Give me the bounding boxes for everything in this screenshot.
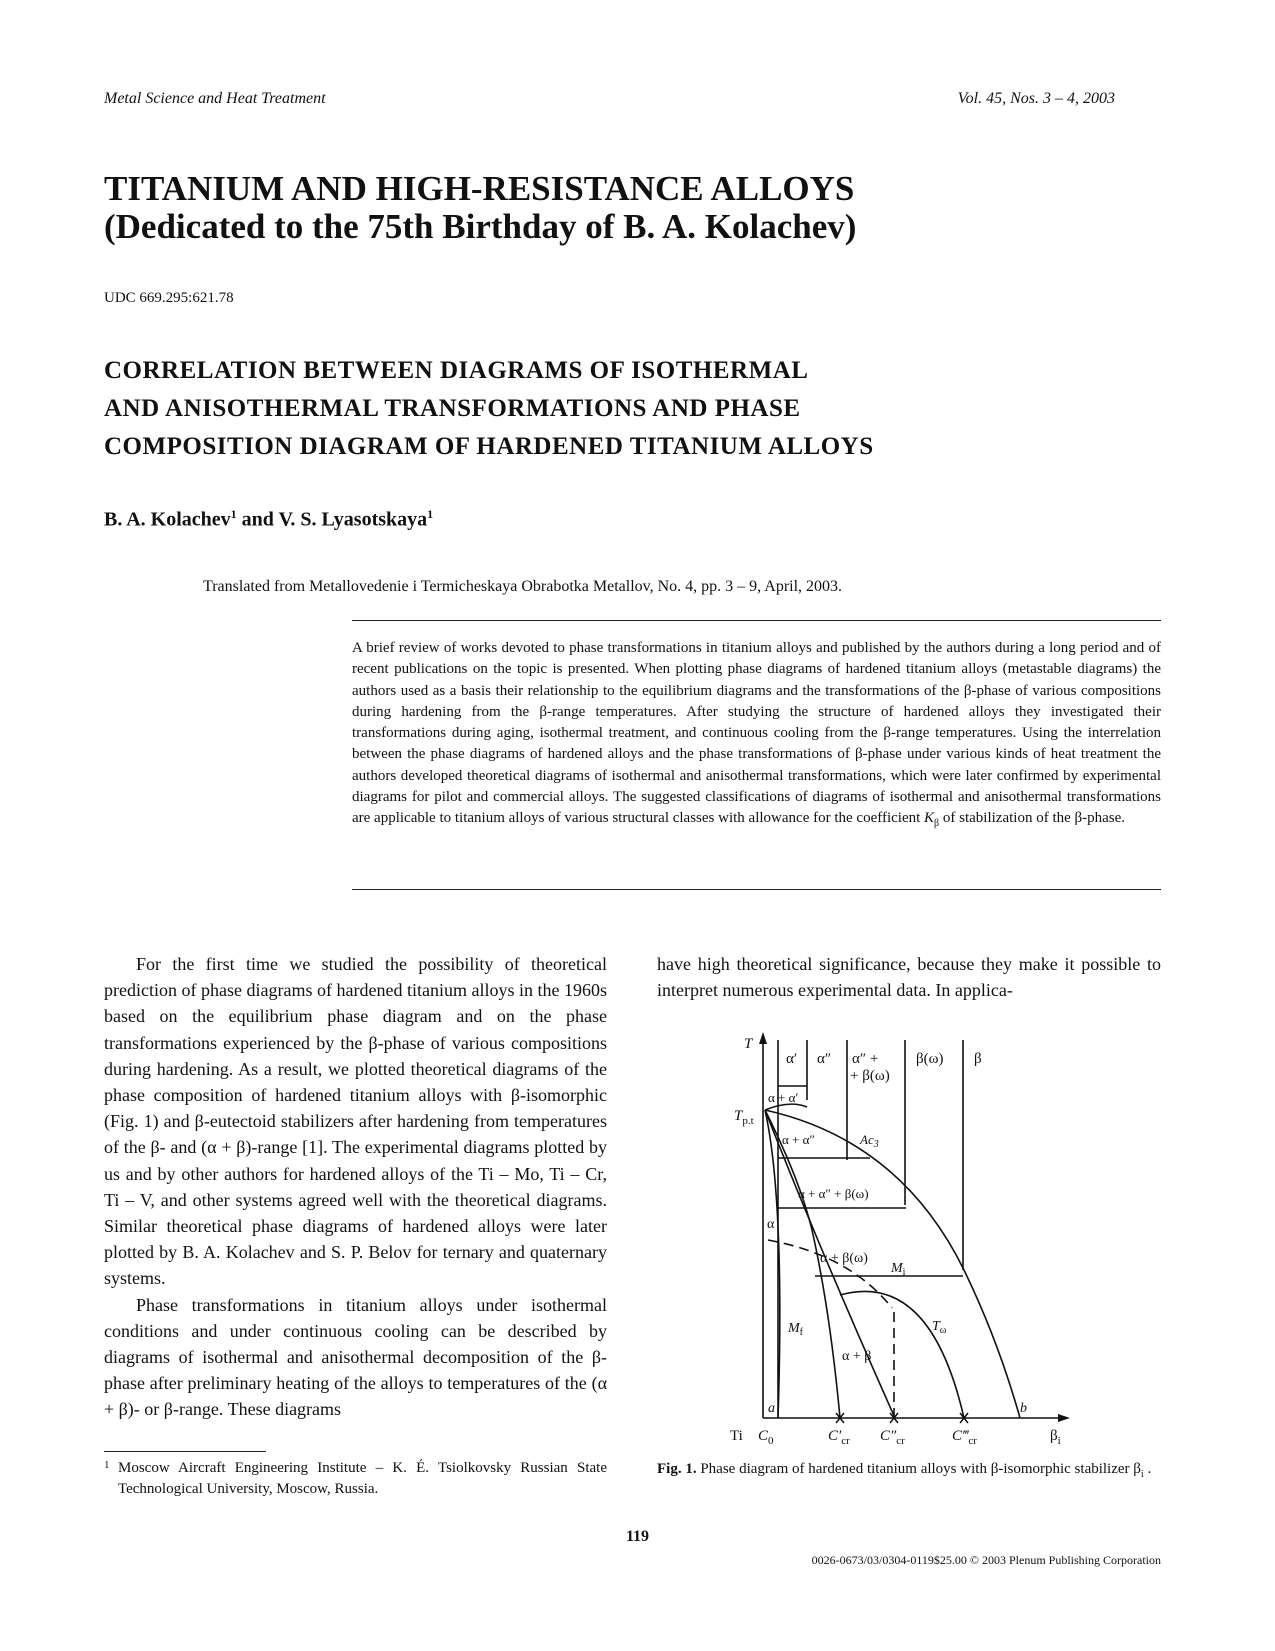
- region-label: α″ +: [852, 1051, 879, 1067]
- affiliation-mark: 1: [427, 507, 434, 521]
- point-b-label: b: [1020, 1401, 1027, 1416]
- article-title-line: CORRELATION BETWEEN DIAGRAMS OF ISOTHERMAL: [104, 357, 809, 384]
- figure-caption: [657, 1458, 1161, 1486]
- author-name: B. A. Kolachev: [104, 508, 231, 531]
- body-paragraph: For the first time we studied the possibility of theoretical prediction of phase diagrams of hardened titanium alloys in the 1960s based on the equilibrium phase diagram and on the phase transformations experienced by the β-phase of various compositions during hardening. As a result, we plotted theoretical diagrams of the phase composition of hardened titanium alloys with β-isomorphic (Fig. 1) and β-eutectoid stabilizers after hardening from temperatures of the β- and (α + β)-range [1]. The experimental diagrams plotted by us and by other authors for hardened alloys of the Ti – Mo, Ti – Cr, Ti – V, and other systems agreed well with the theoretical diagrams. Similar theoretical phase diagrams of hardened alloys were later plotted by B. A. Kolachev and S. P. Belov for ternary and quaternary systems.: [104, 954, 607, 1289]
- body-right-column: [657, 951, 1161, 1003]
- author-separator: and: [236, 508, 279, 531]
- copyright-line: 0026-0673/03/0304-0119$25.00 © 2003 Plenum Publishing Corporation: [811, 1553, 1161, 1567]
- phase-diagram: [720, 1030, 1080, 1447]
- region-label: α″: [817, 1051, 832, 1067]
- footnote-mark: 1: [104, 1459, 110, 1471]
- ccr3-label: $C‴_{cr}$: [952, 1428, 977, 1447]
- point-a-label: a: [768, 1401, 775, 1416]
- mf-label: $M_f$: [788, 1321, 804, 1338]
- footnote-text: Moscow Aircraft Engineering Institute – K. É. Tsiolkovsky Russian State Technological University, Moscow, Russia.: [118, 1460, 607, 1497]
- region-label: β: [974, 1051, 982, 1067]
- region-label: + β(ω): [850, 1068, 890, 1084]
- abstract-symbol: K: [924, 810, 935, 827]
- footnote: [104, 1458, 607, 1500]
- t-axis-label: T: [744, 1036, 753, 1052]
- article-title-line: COMPOSITION DIAGRAM OF HARDENED TITANIUM ALLOYS: [104, 433, 874, 460]
- caption-label: Fig. 1.: [657, 1461, 697, 1477]
- section-title: [104, 170, 1084, 246]
- abstract-text-end: of stabilization of the β-phase.: [939, 810, 1126, 827]
- ti-label: Ti: [730, 1428, 743, 1444]
- t-omega-label: $T_\omega$: [932, 1319, 947, 1336]
- author-name: V. S. Lyasotskaya: [278, 508, 428, 531]
- figure-1: [720, 1030, 1080, 1447]
- caption-end: .: [1143, 1461, 1152, 1477]
- abstract-text: A brief review of works devoted to phase transformations in titanium alloys and published by the authors during a long period and of recent publications on the topic is presented. When plotting phase diagrams of hardened titanium alloys (metastable diagrams) the authors used as a basis their relationship to the equilibrium diagrams and the transformations of the β-phase of various compositions during hardening from the β-range temperatures. After studying the structure of hardened alloys they investigated their transformations during aging, isothermal treatment, and continuous cooling from the β-range temperatures. Using the interrelation between the phase diagrams of hardened alloys and the phase transformations of β-phase under various kinds of heat treatment the authors developed theoretical diagrams of isothermal and anisothermal transformations, which were later confirmed by experimental diagrams for pilot and commercial alloys. The suggested classifications of diagrams of isothermal and anisothermal transformations are applicable to titanium alloys of various structural classes with allowance for the coefficient: [352, 640, 1161, 827]
- footnote-rule: [104, 1451, 266, 1452]
- tpt-label: $T_{p.t}$: [734, 1108, 754, 1127]
- abstract-symbol-sub: β: [934, 818, 940, 830]
- abstract-top-rule: [352, 620, 1161, 621]
- region-label: α + α″: [782, 1132, 815, 1147]
- section-title-line: TITANIUM AND HIGH-RESISTANCE ALLOYS: [104, 169, 855, 208]
- beta-i-label: $\beta_i$: [1050, 1428, 1061, 1447]
- udc-code: UDC 669.295:621.78: [104, 290, 234, 306]
- affiliation-mark: 1: [230, 507, 237, 521]
- t-axis-arrow: [759, 1032, 767, 1044]
- section-title-line: (Dedicated to the 75th Birthday of B. A. Kolachev): [104, 207, 857, 246]
- volume-info: Vol. 45, Nos. 3 – 4, 2003: [957, 90, 1115, 107]
- caption-text: Phase diagram of hardened titanium alloys with β-isomorphic stabilizer β: [696, 1461, 1141, 1477]
- article-title-line: AND ANISOTHERMAL TRANSFORMATIONS AND PHASE: [104, 395, 801, 422]
- region-label: α + β: [842, 1349, 872, 1364]
- ccr1-label: $C'_{cr}$: [828, 1428, 850, 1447]
- ac3-label: $Ac_3$: [860, 1132, 879, 1150]
- body-paragraph: Phase transformations in titanium alloys under isothermal conditions and under continuous cooling can be described by diagrams of isothermal and anisothermal decomposition of the β-phase after preliminary heating of the alloys to temperatures of the (α + β)- or β-range. These diagrams: [104, 1294, 607, 1420]
- region-label: α + α′: [768, 1090, 799, 1105]
- page-number: 119: [625, 1528, 650, 1545]
- region-label: α′: [786, 1051, 798, 1067]
- c0-label: $C_0$: [758, 1428, 774, 1447]
- article-title: [104, 352, 1064, 466]
- region-label: α: [767, 1217, 775, 1232]
- beta-axis-arrow: [1058, 1414, 1070, 1422]
- ccr2-label: $C''_{cr}$: [880, 1428, 905, 1447]
- caption-sub: i: [1140, 1469, 1144, 1480]
- body-left-column: [104, 951, 607, 1423]
- body-paragraph: have high theoretical significance, because they make it possible to interpret numerous experimental data. In applica-: [657, 954, 1161, 1001]
- region-label: α + α″ + β(ω): [798, 1186, 869, 1201]
- mi-label: $M_i$: [891, 1261, 906, 1278]
- phase-boundary-curve: [765, 1104, 807, 1110]
- translation-note: Translated from Metallovedenie i Termicheskaya Obrabotka Metallov, No. 4, pp. 3 – 9, April, 2003.: [203, 578, 843, 595]
- abstract: [352, 638, 1161, 835]
- region-label: β(ω): [916, 1051, 944, 1067]
- abstract-bottom-rule: [352, 889, 1161, 890]
- journal-name: Metal Science and Heat Treatment: [104, 90, 326, 107]
- region-label: α + β(ω): [820, 1251, 868, 1266]
- authors: [104, 507, 433, 532]
